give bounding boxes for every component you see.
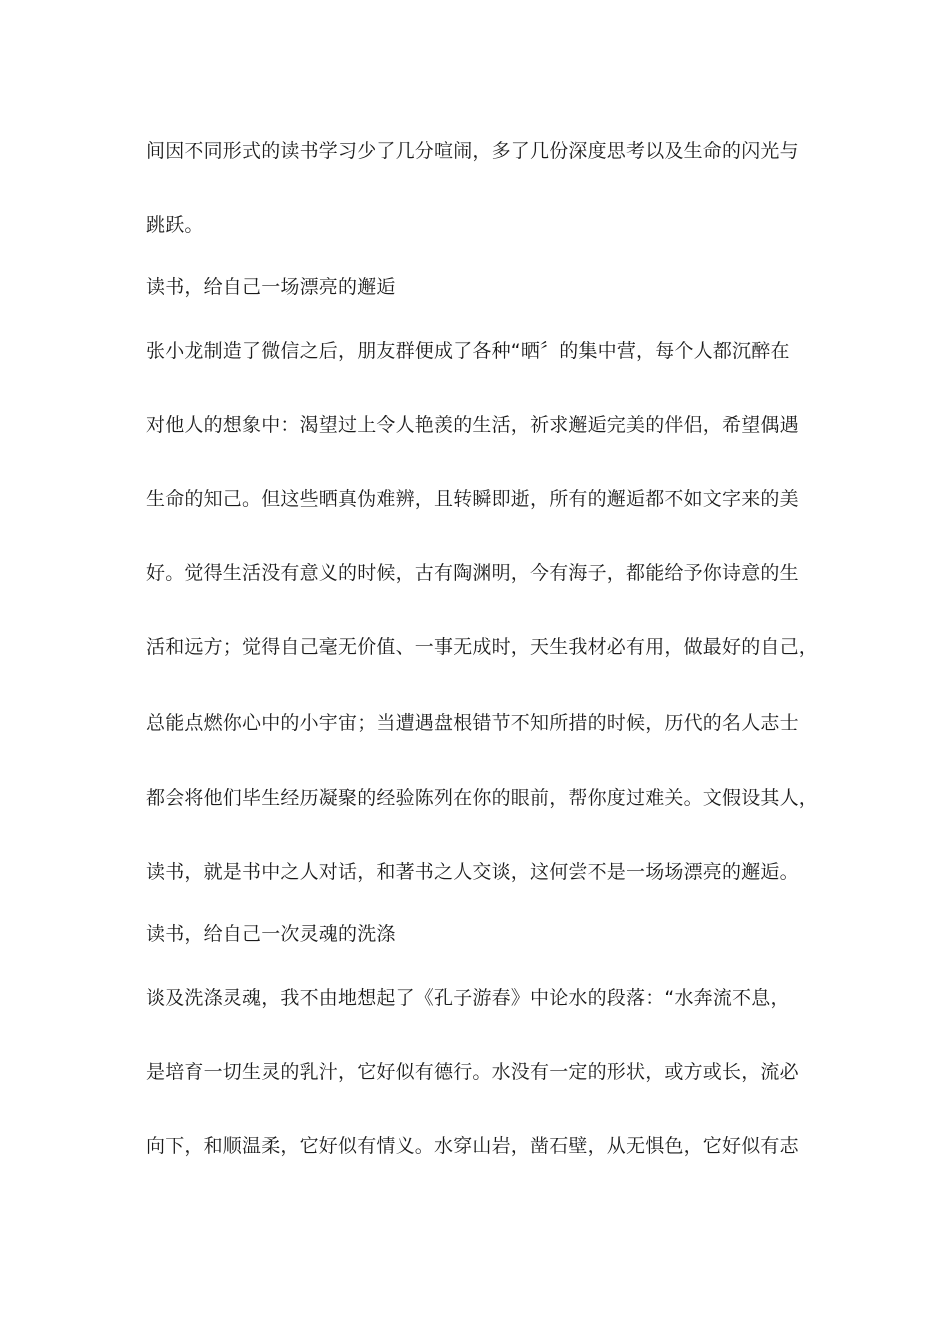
paragraph-line: 读书，就是书中之人对话，和著书之人交谈，这何尝不是一场场漂亮的邂逅。: [146, 861, 799, 883]
paragraph-line: 生命的知己。但这些晒真伪难辨，且转瞬即逝，所有的邂逅都不如文字来的美: [146, 488, 799, 510]
paragraph-line: 活和远方；觉得自己毫无价值、一事无成时，天生我材必有用，做最好的自己，: [146, 636, 819, 658]
paragraph-line: 总能点燃你心中的小宇宙；当遭遇盘根错节不知所措的时候，历代的名人志士: [146, 712, 799, 734]
section-heading: 读书，给自己一次灵魂的洗涤: [146, 923, 396, 945]
section-heading: 读书，给自己一场漂亮的邂逅: [146, 276, 396, 298]
paragraph-line: 对他人的想象中：渴望过上令人艳羡的生活，祈求邂逅完美的伴侣，希望偶遇: [146, 414, 799, 436]
paragraph-line: 是培育一切生灵的乳汁，它好似有德行。水没有一定的形状，或方或长，流必: [146, 1061, 799, 1083]
paragraph-line: 跳跃。: [146, 214, 204, 236]
paragraph-line: 间因不同形式的读书学习少了几分喧闹，多了几份深度思考以及生命的闪光与: [146, 140, 799, 162]
paragraph-line: 谈及洗涤灵魂，我不由地想起了《孔子游春》中论水的段落：“水奔流不息，: [146, 987, 790, 1009]
paragraph-line: 好。觉得生活没有意义的时候，古有陶渊明，今有海子，都能给予你诗意的生: [146, 562, 799, 584]
paragraph-line: 都会将他们毕生经历凝聚的经验陈列在你的眼前，帮你度过难关。文假设其人，: [146, 787, 819, 809]
paragraph-line: 张小龙制造了微信之后，朋友群便成了各种“晒〞的集中营，每个人都沉醉在: [146, 340, 790, 362]
paragraph-line: 向下，和顺温柔，它好似有情义。水穿山岩，凿石壁，从无惧色，它好似有志: [146, 1135, 799, 1157]
